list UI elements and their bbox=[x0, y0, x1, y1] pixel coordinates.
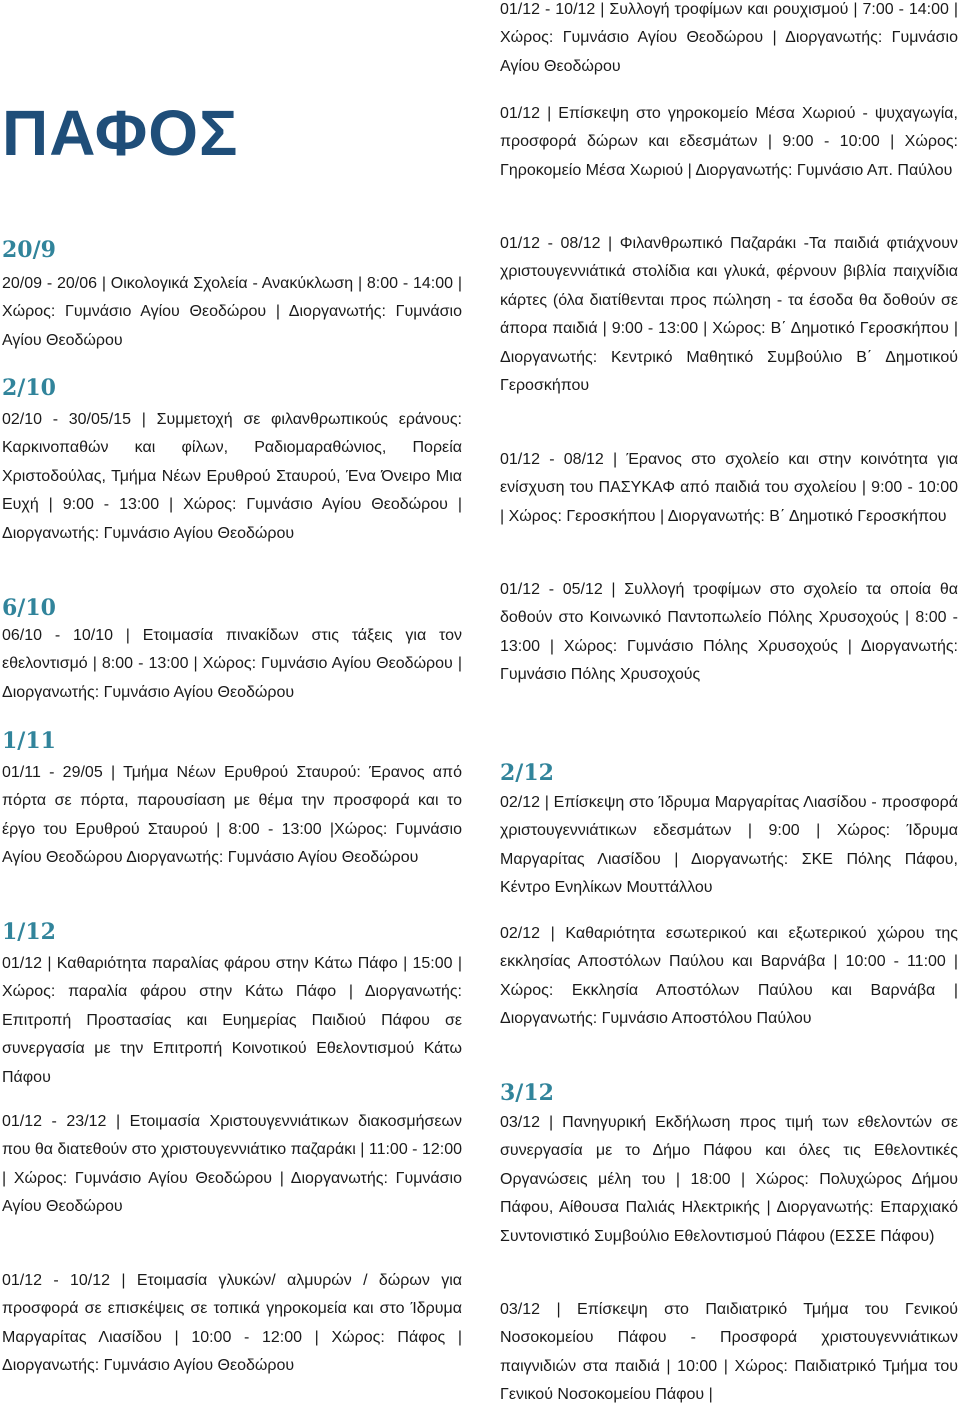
date-heading: 20/9 bbox=[2, 237, 56, 263]
date-heading: 6/10 bbox=[2, 595, 56, 621]
event-entry: 02/10 - 30/05/15 | Συμμετοχή σε φιλανθρωπικούς εράνους: Καρκινοπαθών και φίλων, Ραδιομαραθώνιος, Πορεία Χριστοδούλας, Τμήμα Νέων Ερυθρού Σταυρού, Ένα Όνειρο Μια Ευχή | 9:00 - 13:00 | Χώρος: Γυμνάσιο Αγίου Θεοδώρου | Διοργανωτής: Γυμνάσιο Αγίου Θεοδώρου bbox=[2, 411, 462, 542]
date-heading: 1/12 bbox=[2, 919, 56, 945]
event-entry: 01/12 | Επίσκεψη στο γηροκομείο Μέσα Χωριού - ψυχαγωγία, προσφορά δώρων και εδεσμάτων | 9:00 - 10:00 | Χώρος: Γηροκομείο Μέσα Χωριού | Διοργανωτής: Γυμνάσιο Απ. Παύλου bbox=[500, 105, 958, 179]
date-heading: 2/10 bbox=[2, 375, 56, 401]
event-entry: 06/10 - 10/10 | Ετοιμασία πινακίδων στις τάξεις για τον εθελοντισμό | 8:00 - 13:00 | Χώρος: Γυμνάσιο Αγίου Θεοδώρου | Διοργανωτής: Γυμνάσιο Αγίου Θεοδώρου bbox=[2, 627, 462, 701]
date-heading: 2/12 bbox=[500, 760, 554, 786]
event-entry: 01/12 - 10/12 | Ετοιμασία γλυκών/ αλμυρών / δώρων για προσφορά σε επισκέψεις σε τοπικά γηροκομεία και στο Ίδρυμα Μαργαρίτας Λιασίδου | 10:00 - 12:00 | Χώρος: Πάφος | Διοργανωτής: Γυμνάσιο Αγίου Θεοδώρου bbox=[2, 1272, 462, 1375]
event-entry: 03/12 | Πανηγυρική Εκδήλωση προς τιμή των εθελοντών σε συνεργασία με το Δήμο Πάφου και όλες τις Εθελοντικές Οργανώσεις μέλη του | 18:00 | Χώρος: Πολυχώρος Δήμου Πάφου, Αίθουσα Παλιάς Ηλεκτρικής | Διοργανωτής: Επαρχιακό Συντονιστικό Συμβούλιο Εθελοντισμού Πάφου (ΕΣΣΕ Πάφου) bbox=[500, 1114, 958, 1245]
event-entry: 01/11 - 29/05 | Τμήμα Νέων Ερυθρού Σταυρού: Έρανος από πόρτα σε πόρτα, παρουσίαση με θέμα την προσφορά και το έργο του Ερυθρού Σταυρού | 8:00 - 13:00 |Χώρος: Γυμνάσιο Αγίου Θεοδώρου Διοργανωτής: Γυμνάσιο Αγίου Θεοδώρου bbox=[2, 764, 462, 867]
event-entry: 02/12 | Επίσκεψη στο Ίδρυμα Μαργαρίτας Λιασίδου - προσφορά χριστουγεννιάτικων εδεσμάτων | 9:00 | Χώρος: Ίδρυμα Μαργαρίτας Λιασίδου | Διοργανωτής: ΣΚΕ Πόλης Πάφου, Κέντρο Ενηλίκων Μουττάλλου bbox=[500, 794, 958, 897]
event-entry: 01/12 - 23/12 | Ετοιμασία Χριστουγεννιάτικων διακοσμήσεων που θα διατεθούν στο χριστουγεννιάτικο παζαράκι | 11:00 - 12:00 | Χώρος: Γυμνάσιο Αγίου Θεοδώρου | Διοργανωτής: Γυμνάσιο Αγίου Θεοδώρου bbox=[2, 1113, 462, 1216]
event-entry: 01/12 - 05/12 | Συλλογή τροφίμων στο σχολείο τα οποία θα δοθούν στο Κοινωνικό Παντοπωλείο Πόλης Χρυσοχούς | 8:00 - 13:00 | Χώρος: Γυμνάσιο Πόλης Χρυσοχούς | Διοργανωτής: Γυμνάσιο Πόλης Χρυσοχούς bbox=[500, 581, 958, 684]
event-entry: 01/12 - 10/12 | Συλλογή τροφίμων και ρουχισμού | 7:00 - 14:00 | Χώρος: Γυμνάσιο Αγίου Θεοδώρου | Διοργανωτής: Γυμνάσιο Αγίου Θεοδώρου bbox=[500, 1, 958, 75]
event-entry: 01/12 | Καθαριότητα παραλίας φάρου στην Κάτω Πάφο | 15:00 | Χώρος: παραλία φάρου στην Κάτω Πάφο | Διοργανωτής: Επιτροπή Προστασίας και Ευημερίας Παιδιού Πάφου σε συνεργασία με την Επιτροπή Κοινοτικού Εθελοντισμού Κάτω Πάφου bbox=[2, 955, 462, 1086]
event-entry: 20/09 - 20/06 | Οικολογικά Σχολεία - Ανακύκλωση | 8:00 - 14:00 | Χώρος: Γυμνάσιο Αγίου Θεοδώρου | Διοργανωτής: Γυμνάσιο Αγίου Θεοδώρου bbox=[2, 275, 462, 349]
event-entry: 01/12 - 08/12 | Φιλανθρωπικό Παζαράκι -Τα παιδιά φτιάχνουν χριστουγεννιάτικά στολίδια και γλυκά, φέρνουν βιβλία παιχνίδια κάρτες (όλα διατίθενται προς πώληση - τα έσοδα θα δοθούν σε άπορα παιδιά | 9:00 - 13:00 | Χώρος: Β΄ Δημοτικό Γεροσκήπου | Διοργανωτής: Κεντρικό Μαθητικό Συμβούλιο Β΄ Δημοτικού Γεροσκήπου bbox=[500, 235, 958, 395]
event-entry: 03/12 | Επίσκεψη στο Παιδιατρικό Τμήμα του Γενικού Νοσοκομείου Πάφου - Προσφορά χριστουγεννιάτικων παιγνιδιών στα παιδιά | 10:00 | Χώρος: Παιδιατρικό Τμήμα του Γενικού Νοσοκομείου Πάφου | bbox=[500, 1301, 958, 1404]
event-entry: 02/12 | Καθαριότητα εσωτερικού και εξωτερικού χώρου της εκκλησίας Αποστόλων Παύλου και Βαρνάβα | 10:00 - 11:00 | Χώρος: Εκκλησία Αποστόλων Παύλου και Βαρνάβα | Διοργανωτής: Γυμνάσιο Αποστόλου Παύλου bbox=[500, 925, 958, 1028]
event-entry: 01/12 - 08/12 | Έρανος στο σχολείο και στην κοινότητα για ενίσχυση του ΠΑΣΥΚΑΦ από παιδιά του σχολείου | 9:00 - 10:00 | Χώρος: Γεροσκήπου | Διοργανωτής: Β΄ Δημοτικό Γεροσκήπου bbox=[500, 451, 958, 525]
date-heading: 1/11 bbox=[2, 728, 56, 754]
date-heading: 3/12 bbox=[500, 1080, 554, 1106]
page-title: ΠΑΦΟΣ bbox=[2, 97, 239, 169]
